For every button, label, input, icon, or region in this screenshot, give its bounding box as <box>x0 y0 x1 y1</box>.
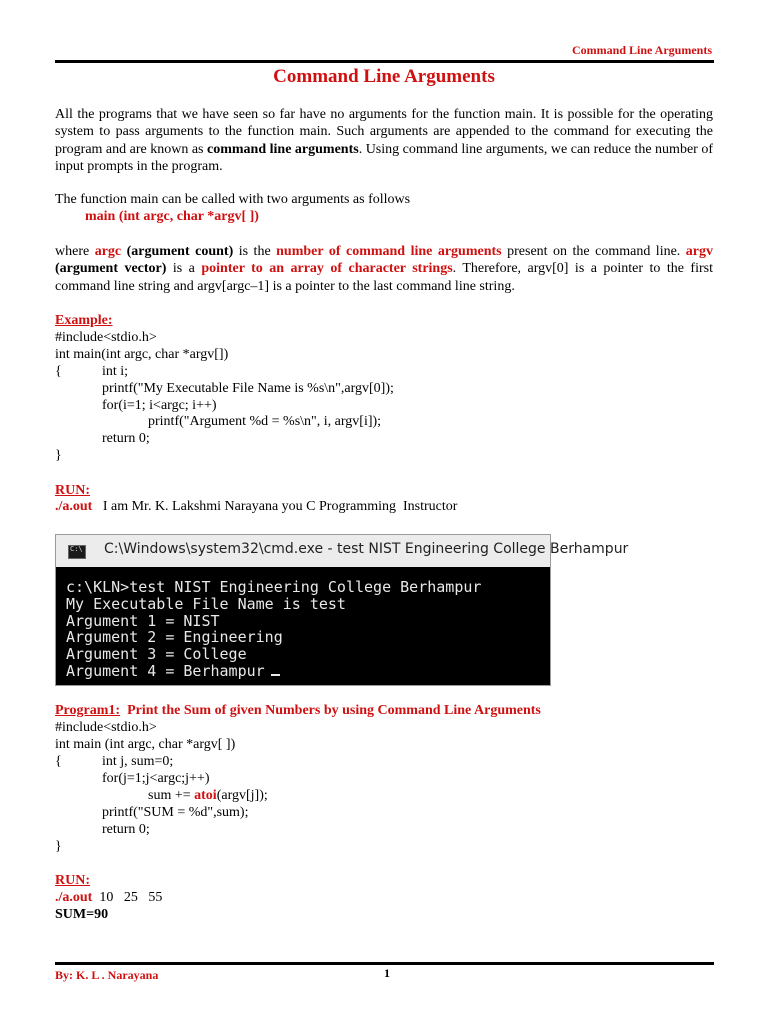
code-line: #include<stdio.h> <box>55 720 157 735</box>
run-args: I am Mr. K. Lakshmi Narayana you C Programming Instructor <box>102 499 458 514</box>
run-args-2: 10 25 55 <box>99 890 163 905</box>
run-heading-2: RUN: <box>55 873 90 888</box>
num-args-term: number of command line arguments <box>276 244 502 259</box>
atoi-keyword: atoi <box>194 788 217 803</box>
code-line: { <box>55 754 62 769</box>
console-line: c:\KLN>test NIST Engineering College Berhampur <box>66 578 482 596</box>
code-line: for(j=1;j<argc;j++) <box>102 771 210 786</box>
console-title: C:\Windows\system32\cmd.exe - test NIST Engineering College Berhampur <box>104 541 629 557</box>
program1-label: Program1: <box>55 703 121 718</box>
running-header: Command Line Arguments <box>571 43 712 57</box>
argv-desc: (argument vector) <box>55 261 167 277</box>
code-line: for(i=1; i<argc; i++) <box>102 398 217 413</box>
atoi-arg: (argv[j]); <box>216 788 268 803</box>
page-number: 1 <box>384 966 390 980</box>
code-line: { <box>55 364 62 379</box>
console-line: My Executable File Name is test <box>66 594 346 613</box>
cmd-icon <box>68 545 86 559</box>
program1-heading <box>55 702 541 719</box>
code-line: int main(int argc, char *argv[]) <box>55 347 229 362</box>
is-text: is the <box>233 244 277 259</box>
console-line: Argument 3 = College <box>66 645 247 664</box>
sum-expr: sum += <box>148 788 195 803</box>
rest-text-1: present on the command line. <box>501 244 686 259</box>
code-line: int j, sum=0; <box>102 754 174 769</box>
run-cmd: ./a.out <box>55 499 93 514</box>
footer-rule <box>55 962 714 965</box>
console-titlebar <box>56 535 629 567</box>
where-text: where <box>55 244 95 259</box>
header-rule <box>55 60 714 63</box>
code-line: int main (int argc, char *argv[ ]) <box>55 737 236 752</box>
example-heading: Example: <box>55 313 113 328</box>
pointer-term: pointer to an array of character strings <box>201 261 453 277</box>
argc-desc: (argument count) <box>126 244 234 259</box>
code-line: printf("SUM = %d",sum); <box>102 805 249 820</box>
argv-term: argv <box>685 244 714 259</box>
argc-term: argc <box>94 244 122 259</box>
code-line: #include<stdio.h> <box>55 330 157 345</box>
intro-text: All the programs that we have seen so far have no arguments for the function main. It is possible for the operating system to pass arguments to the function main. Such arguments are appended to the command for executing the program and are known as <box>55 107 713 157</box>
console-line: Argument 4 = Berhampur <box>66 661 265 680</box>
console-output <box>66 579 481 680</box>
console-screenshot <box>55 534 629 686</box>
is-text-2: is a <box>166 261 202 277</box>
footer-author: By: K. L . Narayana <box>55 968 159 982</box>
intro-text-end: . Using command line arguments, we can reduce the number of input prompts in the program. <box>55 141 713 174</box>
main-call-text: The function main can be called with two arguments as follows <box>55 192 411 207</box>
code-line: return 0; <box>102 822 150 837</box>
program1-title: Print the Sum of given Numbers by using Command Line Arguments <box>127 703 541 718</box>
main-signature: main (int argc, char *argv[ ]) <box>85 209 259 224</box>
code-line: } <box>55 839 62 854</box>
run-heading: RUN: <box>55 483 90 498</box>
cursor-icon <box>271 674 280 676</box>
argc-argv-paragraph <box>55 243 713 295</box>
run-command-2 <box>55 889 162 906</box>
page-title: Command Line Arguments <box>273 66 495 87</box>
console-line: Argument 2 = Engineering <box>66 628 283 647</box>
run-command <box>55 498 457 515</box>
code-line: int i; <box>102 364 129 379</box>
rest-text-2: . Therefore, argv[0] is a pointer to the first command line string and argv[argc–1] is a pointer to the last command line string. <box>55 261 713 294</box>
sum-output: SUM=90 <box>55 907 109 922</box>
console-line-last <box>66 663 481 680</box>
code-line: printf("My Executable File Name is %s\n",argv[0]); <box>102 381 394 396</box>
code-line-sum <box>148 787 268 804</box>
intro-term: command line arguments <box>207 141 359 157</box>
console-line: Argument 1 = NIST <box>66 611 220 630</box>
code-line: return 0; <box>102 431 150 446</box>
code-line: } <box>55 448 62 463</box>
code-line: printf("Argument %d = %s\n", i, argv[i]); <box>148 414 382 429</box>
intro-paragraph <box>55 106 713 175</box>
run-cmd-2: ./a.out <box>55 890 93 905</box>
